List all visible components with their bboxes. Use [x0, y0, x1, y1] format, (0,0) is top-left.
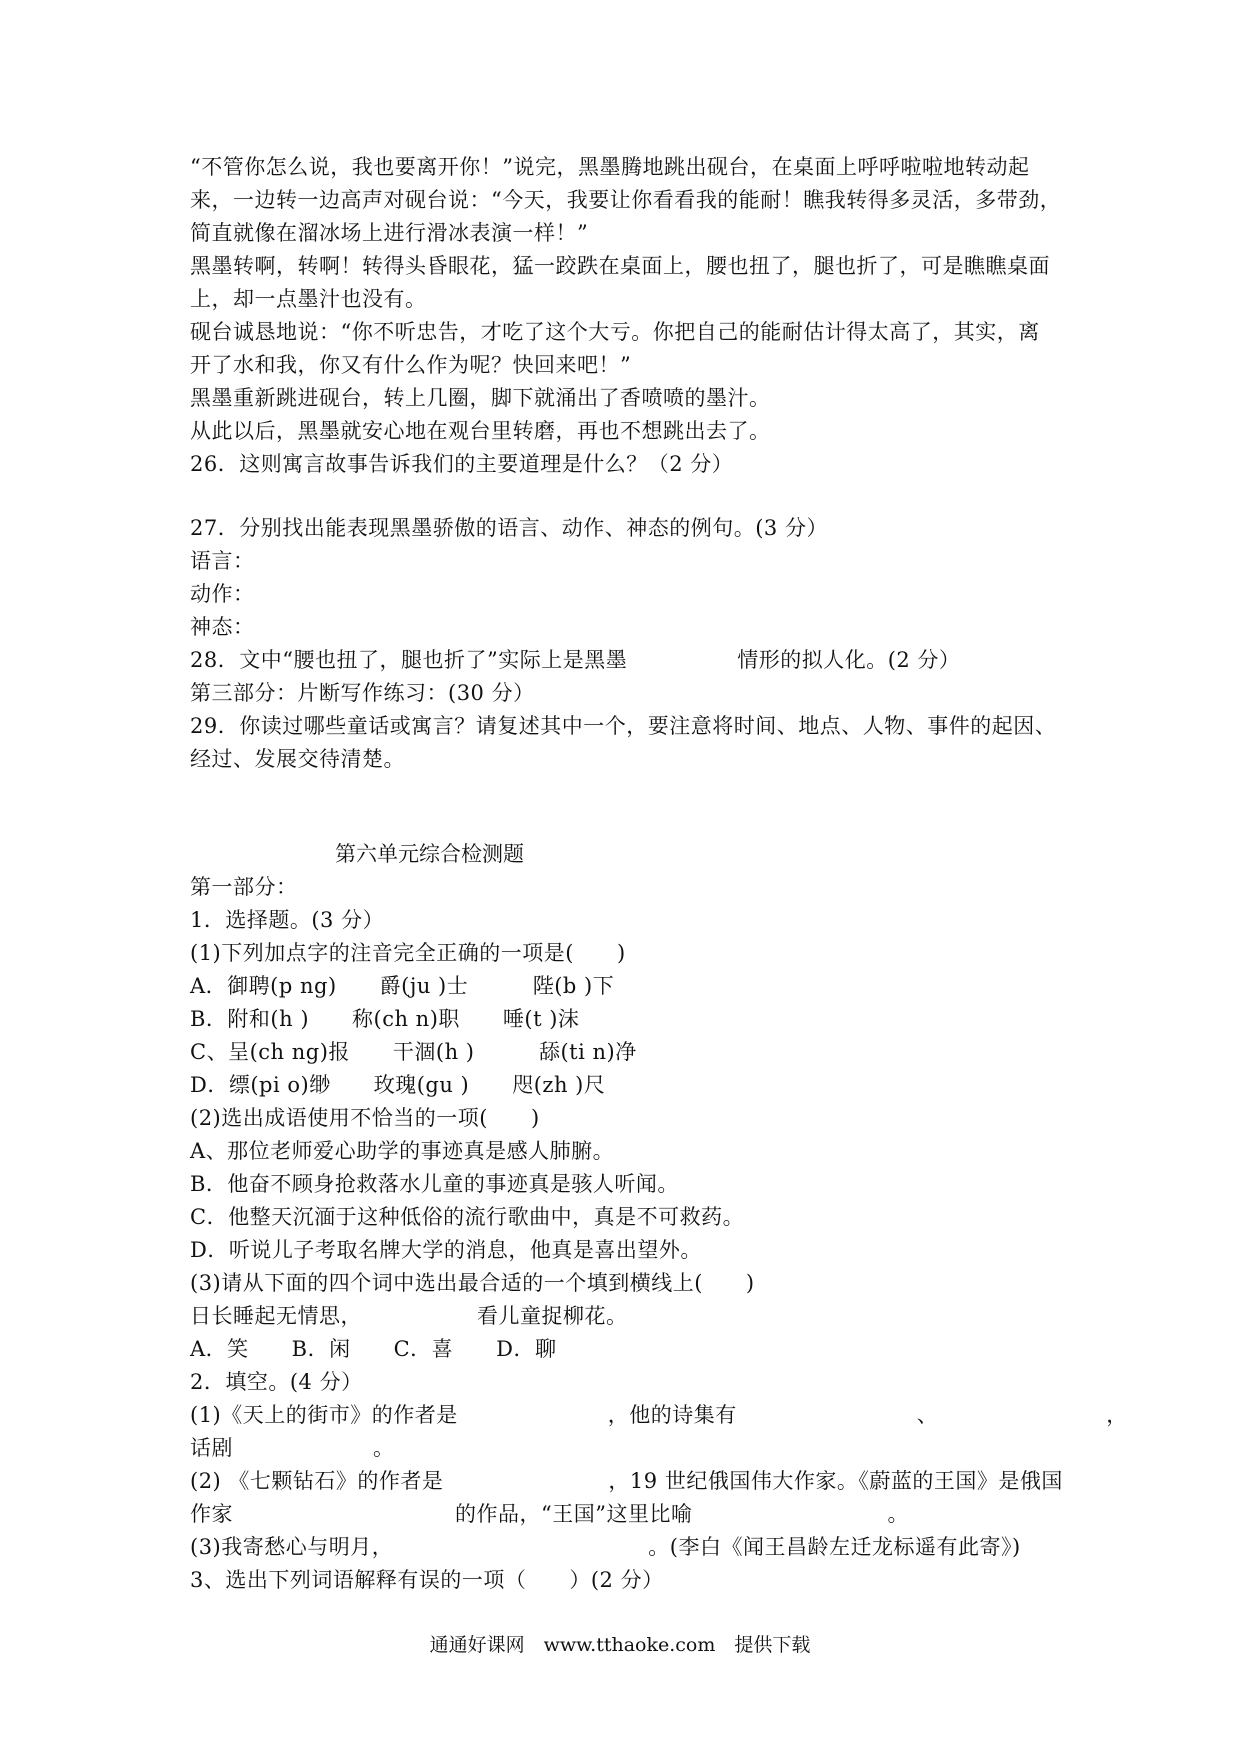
q2-2-cont [190, 1498, 1070, 1531]
q2-3-text: 。(李白《闻王昌龄左迁龙标遥有此寄》) [648, 1535, 1021, 1559]
q1-1-option-d: D．缥(pi o)缈 玫瑰(gu ) 咫(zh )尺 [190, 1073, 606, 1097]
q1-2-option-c: C．他整天沉湎于这种低俗的流行歌曲中，真是不可救药。 [190, 1205, 745, 1229]
q28-text-before-blank: 28．文中“腰也扭了，腿也折了”实际上是黑墨 [190, 648, 628, 672]
q2-1-text: ，他的诗集有 [607, 1403, 737, 1427]
story-line: 从此以后，黑墨就安心地在观台里转磨，再也不想跳出去了。 [190, 419, 771, 443]
story-line: “不管你怎么说，我也要离开你！”说完，黑墨腾地跳出砚台，在桌面上呼呼啦啦地转动起 [190, 155, 1030, 179]
q2-1-text: 、 [916, 1403, 939, 1427]
q27-manner-label: 神态： [190, 615, 255, 639]
question-26: 26．这则寓言故事告诉我们的主要道理是什么？（2 分） [190, 452, 734, 476]
question-29-cont: 经过、发展交待清楚。 [190, 747, 405, 771]
question-1: 1．选择题。(3 分） [190, 908, 385, 932]
q2-3 [190, 1531, 1070, 1564]
story-line: 来，一边转一边高声对砚台说：“今天，我要让你看看我的能耐！瞧我转得多灵活，多带劲， [190, 188, 1062, 212]
q2-2-text: ，19 世纪俄国伟大作家。《蔚蓝的王国》是俄国 [608, 1469, 1063, 1493]
q1-1-option-c: C、呈(ch ng)报 干涸(h ) 舔(ti n)净 [190, 1040, 637, 1064]
question-28 [190, 644, 1070, 677]
part3-heading: 第三部分：片断写作练习：(30 分） [190, 681, 535, 705]
question-3: 3、选出下列词语解释有误的一项（ ）(2 分） [190, 1568, 664, 1592]
q1-3-stem: (3)请从下面的四个词中选出最合适的一个填到横线上( ) [190, 1271, 755, 1295]
q2-2 [190, 1465, 1070, 1498]
q2-1-text: (1)《天上的街市》的作者是 [190, 1403, 458, 1427]
q1-1-stem: (1)下列加点字的注音完全正确的一项是( ) [190, 941, 626, 965]
q1-1-option-b: B．附和(h ) 称(ch n)职 唾(t )沫 [190, 1007, 580, 1031]
q27-action-label: 动作： [190, 582, 255, 606]
story-line: 简直就像在溜冰场上进行滑冰表演一样！” [190, 221, 589, 245]
story-line: 砚台诚恳地说：“你不听忠告，才吃了这个大亏。你把自己的能耐估计得太高了，其实，离 [190, 320, 1040, 344]
story-line: 开了水和我，你又有什么作为呢？快回来吧！” [190, 353, 632, 377]
q1-2-option-a: A、那位老师爱心助学的事迹真是感人肺腑。 [190, 1139, 615, 1163]
q2-2-text: 。 [887, 1502, 909, 1526]
q1-2-option-d: D．听说儿子考取名牌大学的消息，他真是喜出望外。 [190, 1238, 702, 1262]
question-27: 27．分别找出能表现黑墨骄傲的语言、动作、神态的例句。(3 分） [190, 516, 828, 540]
q1-2-option-b: B．他奋不顾身抢救落水儿童的事迹真是骇人听闻。 [190, 1172, 679, 1196]
q1-3-poem-after: 看儿童捉柳花。 [477, 1304, 628, 1328]
q1-3-options: A．笑 B．闲 C．喜 D．聊 [190, 1337, 557, 1361]
story-line: 黑墨重新跳进砚台，转上几圈，脚下就涌出了香喷喷的墨汁。 [190, 386, 771, 410]
q2-2-text: (2) 《七颗钻石》的作者是 [190, 1469, 444, 1493]
q2-1-text: ， [1106, 1403, 1128, 1427]
story-line: 上，却一点墨汁也没有。 [190, 287, 427, 311]
q2-1 [190, 1399, 1128, 1432]
part1-heading: 第一部分： [190, 875, 298, 899]
q2-1-text: 话剧 [190, 1436, 233, 1460]
question-2: 2．填空。(4 分） [190, 1370, 363, 1394]
q27-language-label: 语言： [190, 549, 255, 573]
q2-1-text: 。 [373, 1436, 395, 1460]
story-line: 黑墨转啊，转啊！转得头昏眼花，猛一跤跌在桌面上，腰也扭了，腿也折了，可是瞧瞧桌面 [190, 254, 1050, 278]
q2-2-text: 作家 [190, 1502, 233, 1526]
question-29: 29．你读过哪些童话或寓言？请复述其中一个，要注意将时间、地点、人物、事件的起因、 [190, 714, 1057, 738]
q2-3-text: (3)我寄愁心与明月， [190, 1535, 394, 1559]
q2-1-cont [190, 1432, 1070, 1465]
page-footer: 通通好课网 www.tthaoke.com 提供下载 [429, 1634, 811, 1656]
q1-1-option-a: A．御聘(p ng) 爵(ju )士 陛(b )下 [190, 974, 615, 998]
q1-3-poem-before: 日长睡起无情思， [190, 1304, 362, 1328]
q1-2-stem: (2)选出成语使用不恰当的一项( ) [190, 1106, 540, 1130]
q2-2-text: 的作品，“王国”这里比喻 [455, 1502, 693, 1526]
unit6-title: 第六单元综合检测题 [335, 842, 524, 866]
q1-3-poem-line [190, 1300, 1070, 1333]
q28-text-after-blank: 情形的拟人化。(2 分） [737, 648, 961, 672]
